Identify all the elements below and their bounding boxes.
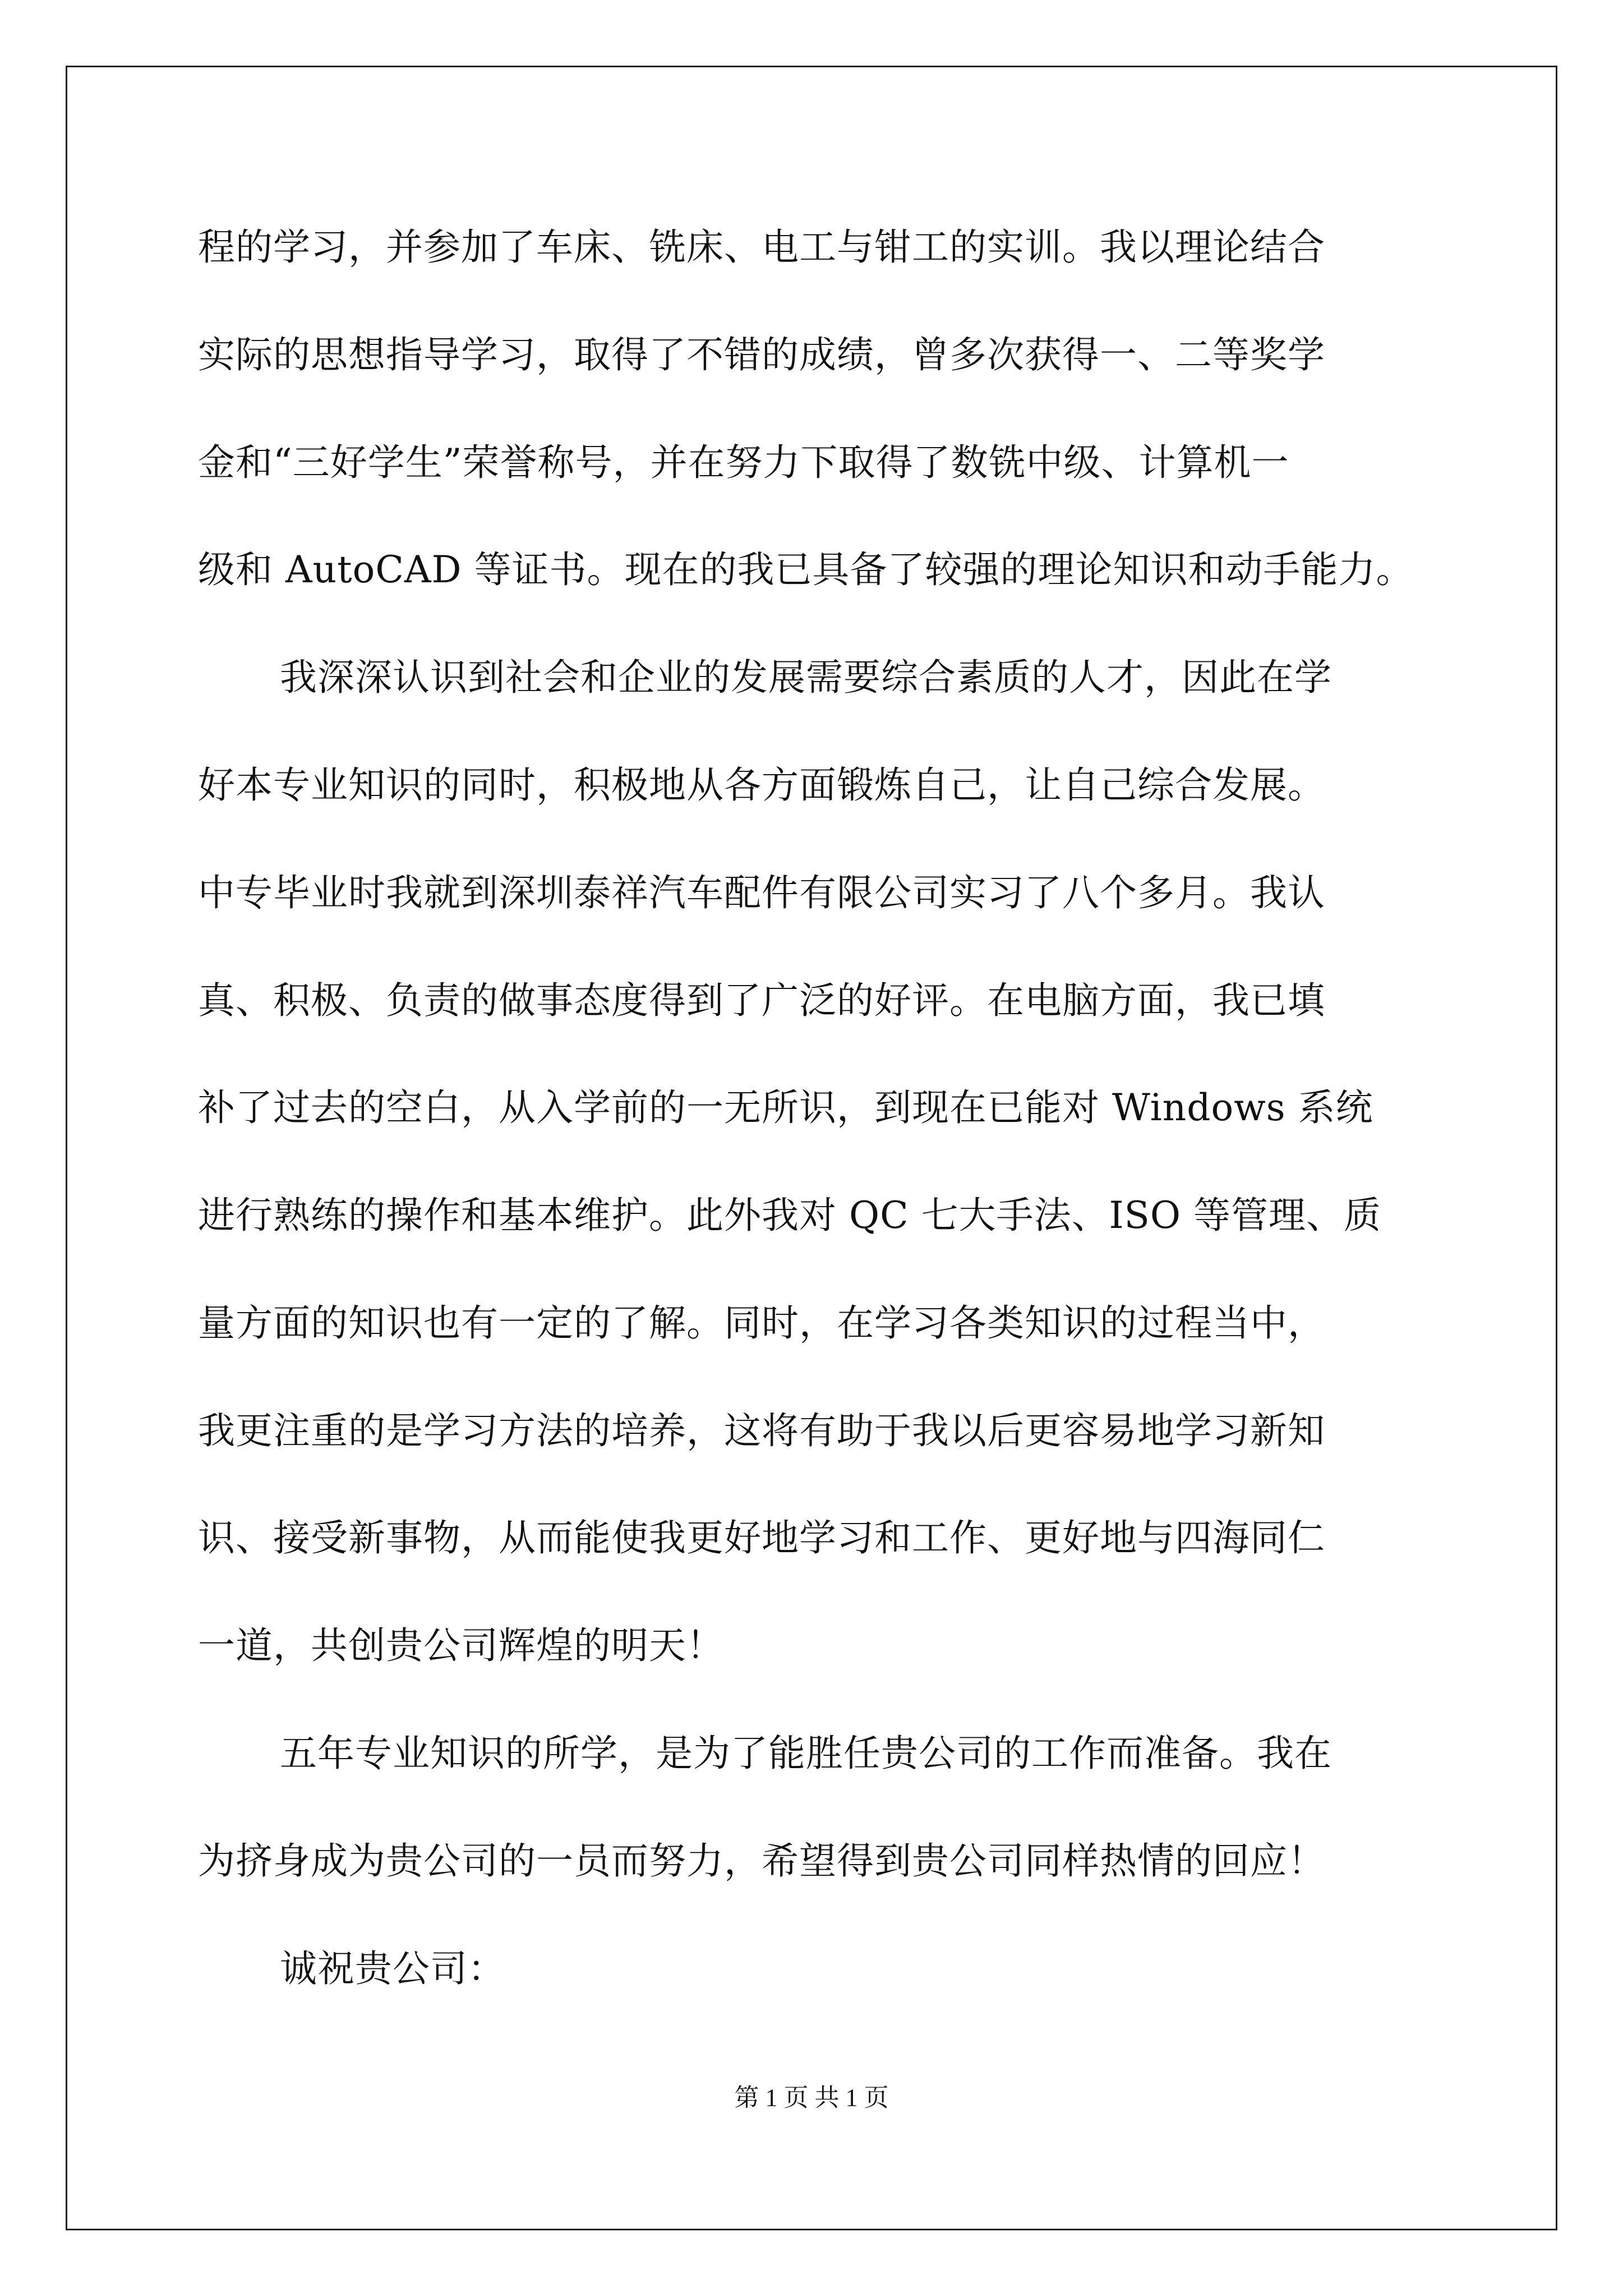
paragraph-line: 中专毕业时我就到深圳泰祥汽车配件有限公司实习了八个多月。我认 [198,871,1325,914]
paragraph-line: 为挤身成为贵公司的一员而努力，希望得到贵公司同样热情的回应！ [198,1839,1325,1883]
paragraph-line: 程的学习，并参加了车床、铣床、电工与钳工的实训。我以理论结合 [198,226,1325,269]
page-border [66,66,1557,2230]
paragraph-line: 我深深认识到社会和企业的发展需要综合素质的人才，因此在学 [280,656,1332,699]
paragraph-line: 真、积极、负责的做事态度得到了广泛的好评。在电脑方面，我已填 [198,979,1325,1022]
page-number: 第 1 页 共 1 页 [734,2084,889,2111]
paragraph-line: 金和“三好学生”荣誉称号，并在努力下取得了数铣中级、计算机一 [198,441,1289,484]
paragraph-line: 级和 AutoCAD 等证书。现在的我已具备了较强的理论知识和动手能力。 [198,548,1414,591]
paragraph-line: 量方面的知识也有一定的了解。同时，在学习各类知识的过程当中， [198,1301,1325,1345]
closing-line: 诚祝贵公司： [280,1947,505,1990]
paragraph-line: 五年专业知识的所学，是为了能胜任贵公司的工作而准备。我在 [280,1732,1332,1775]
paragraph-line: 一道，共创贵公司辉煌的明天！ [198,1624,724,1667]
paragraph-line: 补了过去的空白，从入学前的一无所识，到现在已能对 Windows 系统 [198,1086,1373,1129]
paragraph-line: 识、接受新事物，从而能使我更好地学习和工作、更好地与四海同仁 [198,1516,1325,1559]
paragraph-line: 进行熟练的操作和基本维护。此外我对 QC 七大手法、ISO 等管理、质 [198,1194,1381,1237]
paragraph-line: 好本专业知识的同时，积极地从各方面锻炼自己，让自己综合发展。 [198,763,1325,807]
paragraph-line: 实际的思想指导学习，取得了不错的成绩，曾多次获得一、二等奖学 [198,333,1325,376]
paragraph-line: 我更注重的是学习方法的培养，这将有助于我以后更容易地学习新知 [198,1409,1325,1452]
